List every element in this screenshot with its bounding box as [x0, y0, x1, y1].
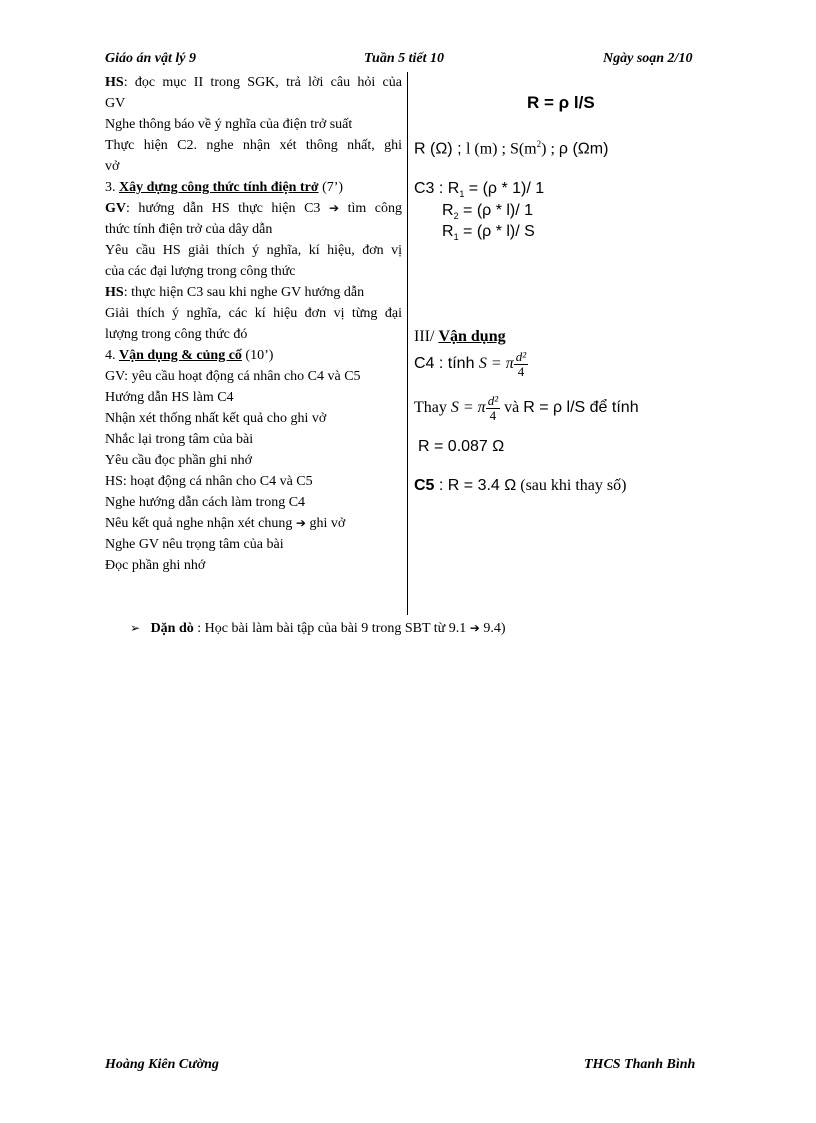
activity-line: Đọc phần ghi nhớ: [105, 558, 206, 573]
activity-line: HS: thực hiện C3 sau khi nghe GV hướng dẫn: [105, 285, 365, 300]
activity-line: HS: hoạt động cá nhân cho C4 và C5: [105, 474, 313, 489]
area-fraction: $\frac{\text{d²}}{4}$: [487, 393, 499, 423]
c5-line: C5 : R = 3.4 Ω (sau khi thay số): [414, 477, 627, 494]
activity-line: GV: [105, 96, 126, 111]
activity-line: vở: [105, 159, 120, 174]
c4-line: C4 : tính S = π $\frac{\text{d²}}{4}$: [414, 349, 527, 379]
section-4-heading: 4. Vận dụng & củng cố (10’): [105, 348, 274, 363]
activity-line: Nghe hướng dẫn cách làm trong C4: [105, 495, 306, 510]
c3-line-1: C3 : $R_1 = (\rho * 1)/$ 1: [414, 180, 545, 200]
area-fraction: $\frac{\text{d²}}{4}$: [515, 349, 527, 379]
arrow-icon: ➔: [469, 621, 480, 635]
activity-line: GV: yêu cầu hoạt động cá nhân cho C4 và C5: [105, 369, 361, 384]
activity-line: Giải thích ý nghĩa, các kí hiệu đơn vị từng đại: [105, 306, 402, 321]
activity-line: HS: đọc mục II trong SGK, trả lời câu hỏi của: [105, 75, 402, 90]
activity-line: Nhắc lại trong tâm của bài: [105, 432, 254, 447]
thay-line: Thay S = π $\frac{\text{d²}}{4}$ và R = ρ l/S để tính: [414, 393, 639, 423]
section-3-heading: 3. Xây dựng công thức tính điện trở (7’): [105, 180, 344, 195]
footer-school: THCS Thanh Bình: [584, 1057, 696, 1072]
apply-heading: III/ Vận dụng: [414, 328, 506, 345]
activity-line: thức tính điện trở của dây dẫn: [105, 222, 273, 237]
activities-column: [105, 72, 402, 576]
c3-line-3: $R_1 = (\rho * l)/$ S: [442, 223, 535, 243]
column-divider: [407, 72, 408, 615]
resistance-formula: R = ρ l/S: [527, 93, 595, 112]
activity-line: Yêu cầu đọc phần ghi nhớ: [105, 453, 252, 468]
homework-note: ➢ Dặn dò : Học bài làm bài tập của bài 9 trong SBT từ 9.1 ➔ 9.4): [130, 621, 506, 636]
hs-label: HS: [105, 285, 124, 300]
footer-author: Hoàng Kiên Cường: [105, 1057, 219, 1072]
hs-label: HS: [105, 75, 124, 90]
apply-title: Vận dụng: [438, 328, 506, 345]
r-result: R = 0.087 Ω: [418, 438, 505, 455]
c3-line-2: $R_2 = (\rho * l)/$ 1: [442, 202, 534, 222]
activity-line: Nghe thông báo về ý nghĩa của điện trở suất: [105, 117, 353, 132]
activity-line: Nghe GV nêu trọng tâm của bài: [105, 537, 284, 552]
activity-line: của các đại lượng trong công thức: [105, 264, 296, 279]
header-week: Tuần 5 tiết 10: [364, 51, 444, 66]
arrow-icon: ➔: [328, 201, 340, 215]
header-subject: Giáo án vật lý 9: [105, 51, 196, 66]
gv-label: GV: [105, 201, 126, 216]
activity-line: GV: hướng dẫn HS thực hiện C3 ➔ tìm công: [105, 201, 402, 216]
bullet-arrow-icon: ➢: [130, 621, 141, 635]
activity-line: Hướng dẫn HS làm C4: [105, 390, 234, 405]
activity-line: Nhận xét thống nhất kết quả cho ghi vở: [105, 411, 327, 426]
section-3-title: Xây dựng công thức tính điện trở: [119, 180, 319, 195]
arrow-icon: ➔: [295, 516, 306, 530]
activity-line: Thực hiện C2. nghe nhận xét thông nhất, ghi: [105, 138, 402, 153]
section-4-title: Vận dụng & củng cố: [119, 348, 242, 363]
homework-label: Dặn dò: [150, 621, 194, 636]
activity-line: lượng trong công thức đó: [105, 327, 248, 342]
header-date: Ngày soạn 2/10: [603, 51, 693, 66]
units-line: R (Ω) ; l (m) ; $S(m^2)$ ; ρ (Ωm): [414, 139, 609, 158]
activity-line: Yêu cầu HS giải thích ý nghĩa, kí hiệu, đơn vị: [105, 243, 402, 258]
activity-line: Nêu kết quả nghe nhận xét chung ➔ ghi vở: [105, 516, 346, 531]
